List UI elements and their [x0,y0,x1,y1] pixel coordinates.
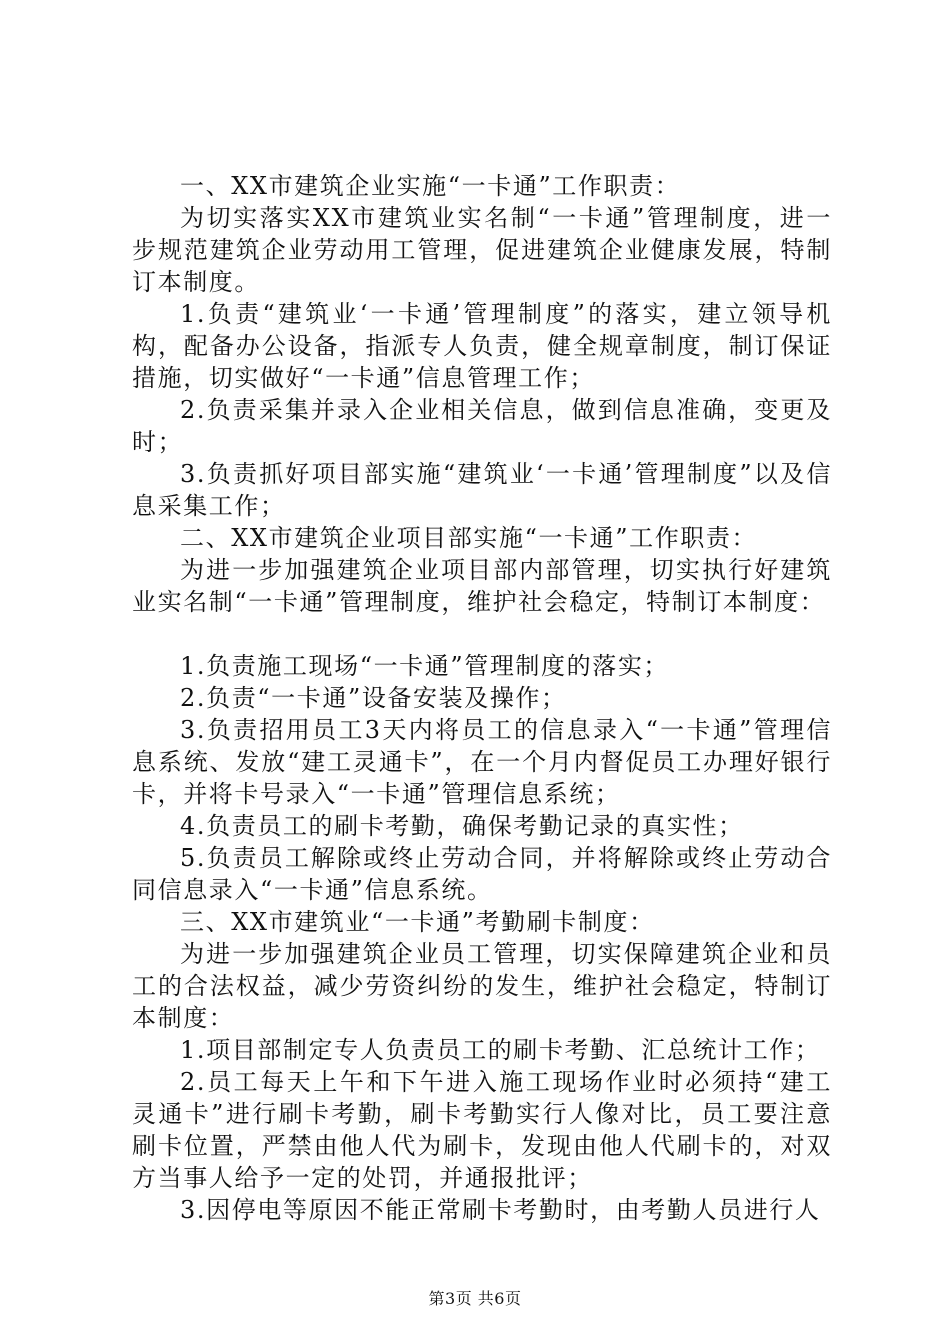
list-item: 4.负责员工的刷卡考勤，确保考勤记录的真实性； [180,812,744,840]
paragraph: 为进一步加强建筑企业项目部内部管理，切实执行好建筑业实名制“一卡通”管理制度，维护社会稳定，特制订本制度： [132,556,832,616]
paragraph: 为进一步加强建筑企业员工管理，切实保障建筑企业和员工的合法权益，减少劳资纠纷的发生，维护社会稳定，特制订本制度： [132,940,832,1032]
list-item: 2.负责采集并录入企业相关信息，做到信息准确，变更及时； [132,396,832,456]
list-item: 3.因停电等原因不能正常刷卡考勤时，由考勤人员进行人 [180,1196,821,1224]
section-heading-1: 一、XX市建筑企业实施“一卡通”工作职责： [180,172,681,200]
list-item: 3.负责抓好项目部实施“建筑业‘一卡通’管理制度”以及信息采集工作； [132,460,832,520]
section-heading-2: 二、XX市建筑企业项目部实施“一卡通”工作职责： [180,524,758,552]
list-item: 5.负责员工解除或终止劳动合同，并将解除或终止劳动合同信息录入“一卡通”信息系统。 [132,844,832,904]
paragraph: 为切实落实XX市建筑业实名制“一卡通”管理制度，进一步规范建筑企业劳动用工管理，促进建筑企业健康发展，特制订本制度。 [132,204,832,296]
list-item: 3.负责招用员工3天内将员工的信息录入“一卡通”管理信息系统、发放“建工灵通卡”，在一个月内督促员工办理好银行卡，并将卡号录入“一卡通”管理信息系统； [132,716,832,808]
page-number-footer: 第3页 共6页 [428,1289,522,1308]
section-heading-3: 三、XX市建筑业“一卡通”考勤刷卡制度： [180,908,655,936]
list-item: 2.员工每天上午和下午进入施工现场作业时必须持“建工灵通卡”进行刷卡考勤，刷卡考勤实行人像对比，员工要注意刷卡位置，严禁由他人代为刷卡，发现由他人代刷卡的，对双方当事人给予一定的处罚，并通报批评； [132,1068,832,1192]
list-item: 1.负责施工现场“一卡通”管理制度的落实； [180,652,670,680]
list-item: 2.负责“一卡通”设备安装及操作； [180,684,567,712]
list-item: 1.项目部制定专人负责员工的刷卡考勤、汇总统计工作； [180,1036,821,1064]
list-item: 1.负责“建筑业‘一卡通’管理制度”的落实，建立领导机构，配备办公设备，指派专人负责，健全规章制度，制订保证措施，切实做好“一卡通”信息管理工作； [132,300,832,392]
blank-line [132,618,832,650]
document-body [132,170,832,1226]
